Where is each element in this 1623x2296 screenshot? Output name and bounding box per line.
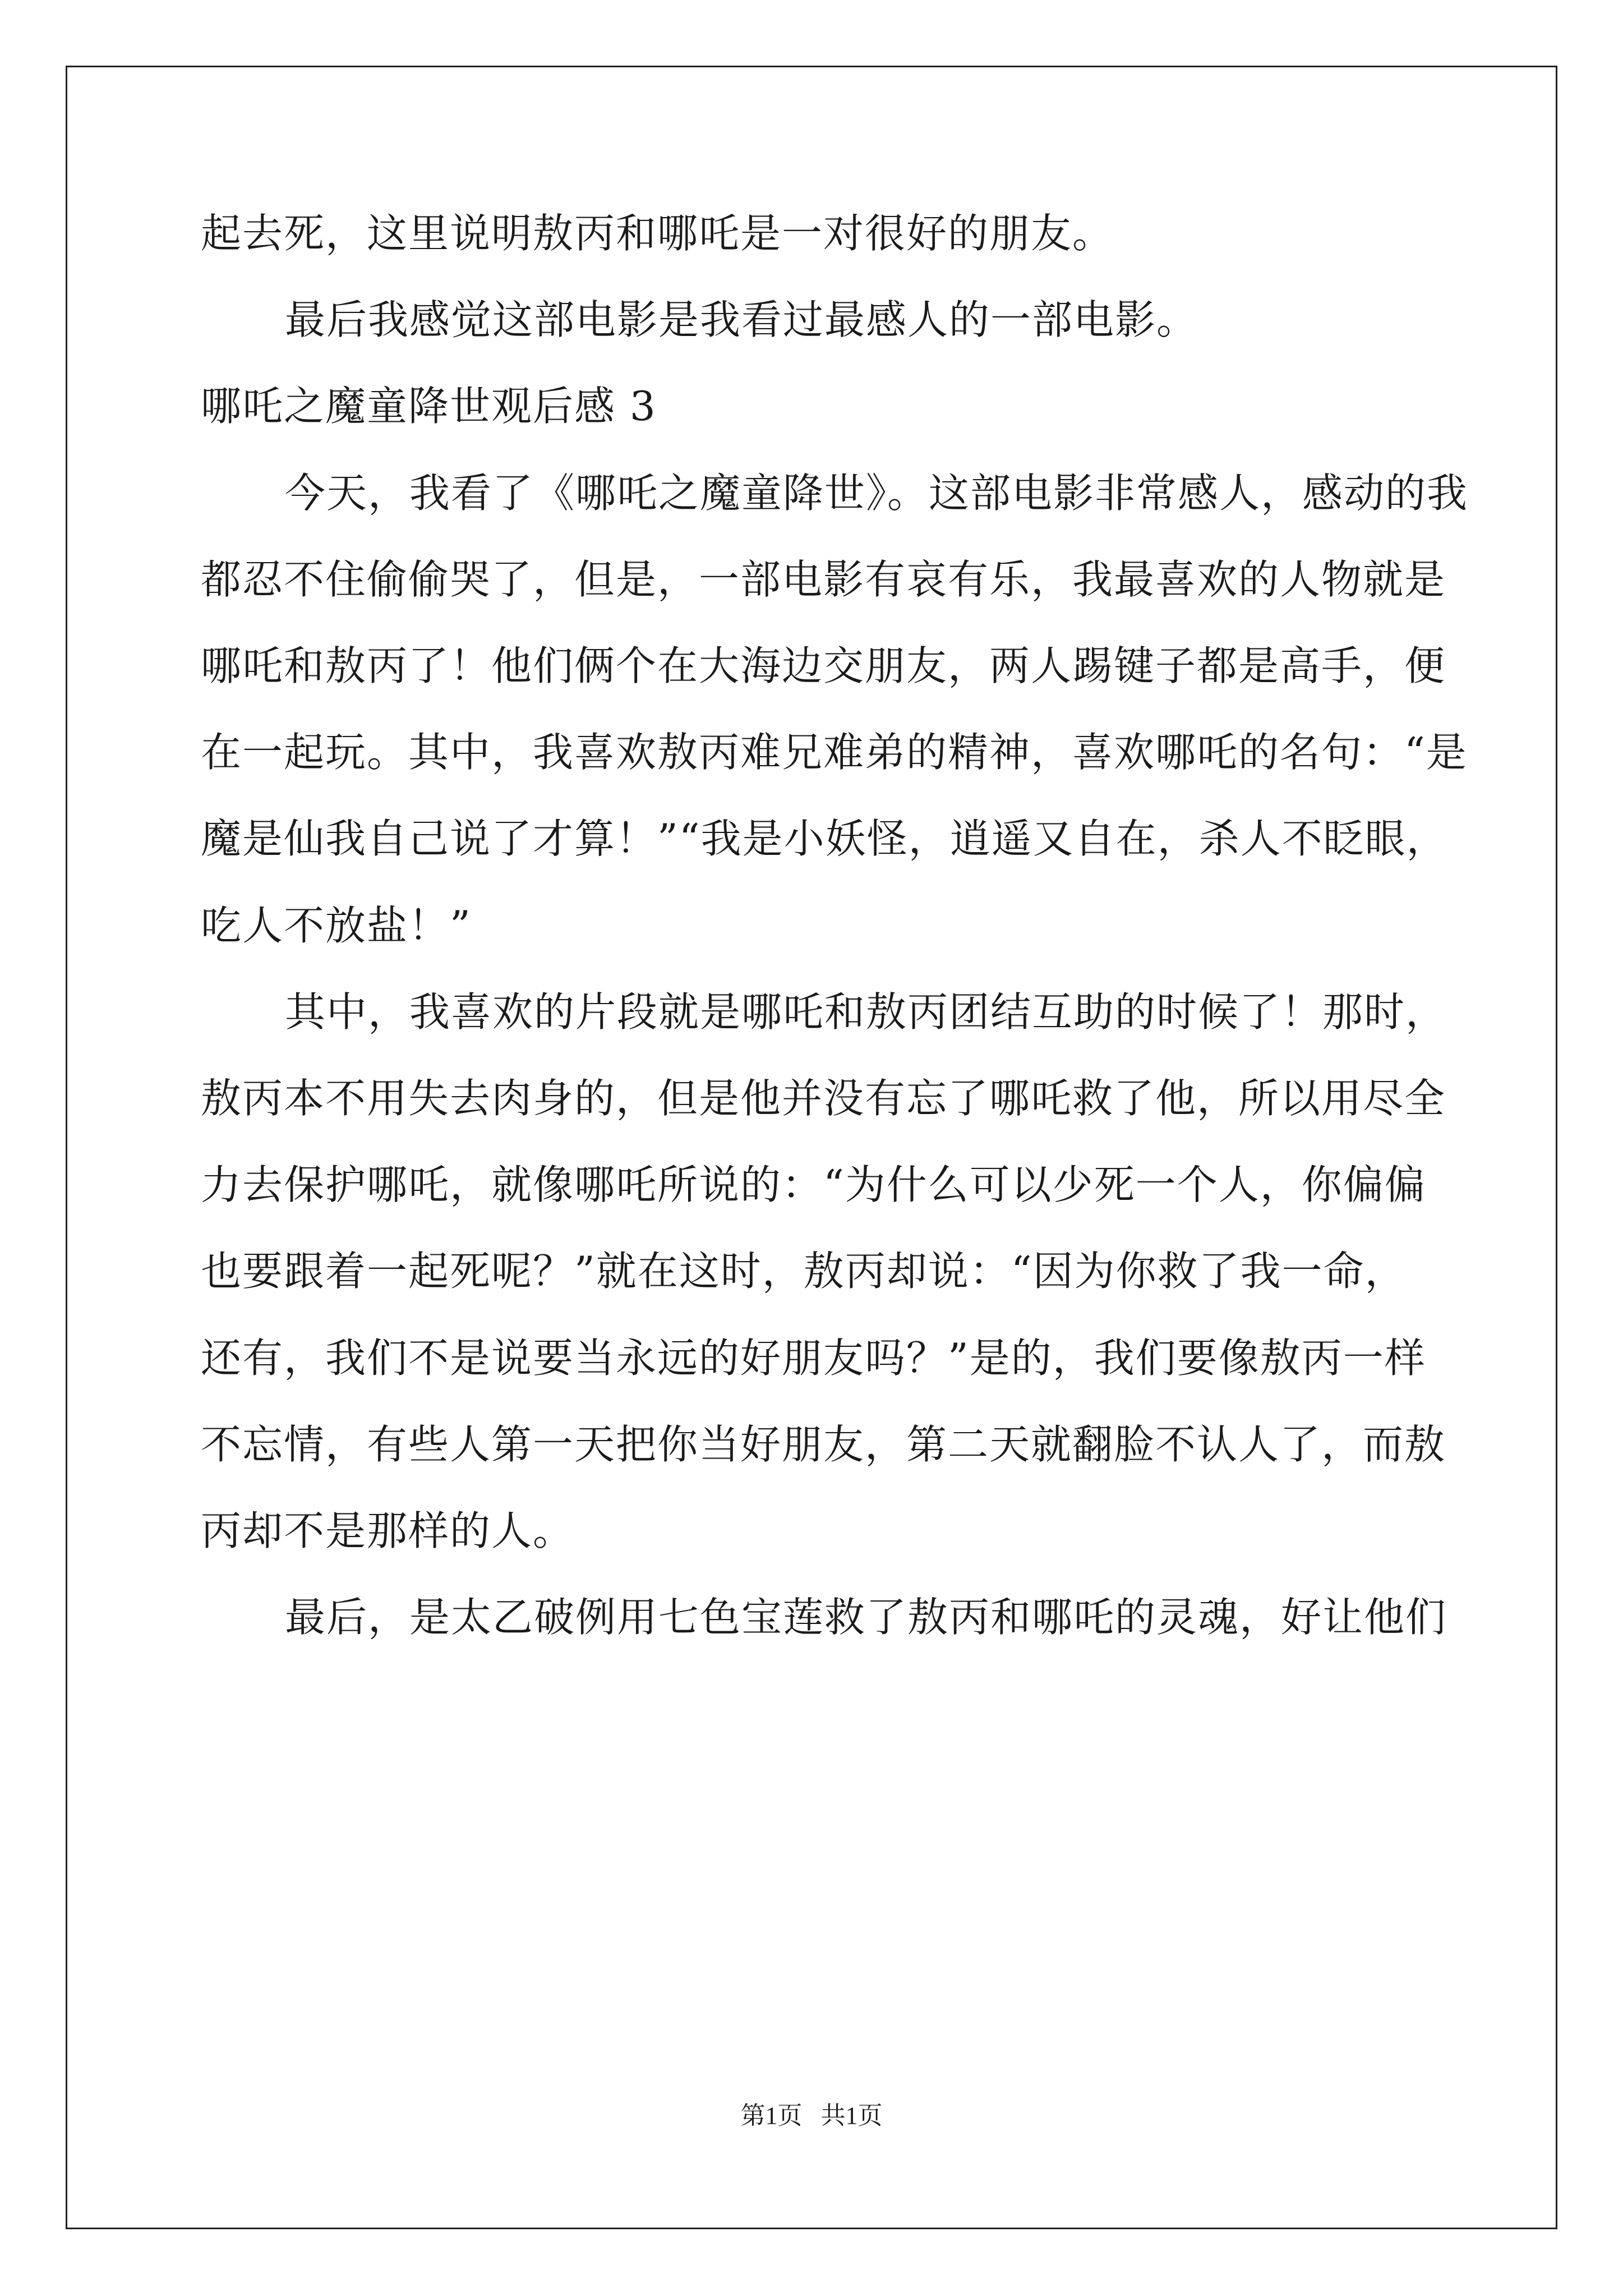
text-line: 不忘情，有些人第一天把你当好朋友，第二天就翻脸不认人了，而敖 (201, 1421, 1446, 1468)
text-line: 最后我感觉这部电影是我看过最感人的一部电影。 (285, 296, 1198, 343)
text-line: 在一起玩。其中，我喜欢敖丙难兄难弟的精神，喜欢哪吒的名句：“是 (201, 729, 1468, 776)
text-line: 丙却不是那样的人。 (201, 1507, 575, 1554)
text-line: 哪吒和敖丙了！他们俩个在大海边交朋友，两人踢键子都是高手，便 (201, 642, 1446, 689)
text-line: 敖丙本不用失去肉身的，但是他并没有忘了哪吒救了他，所以用尽全 (201, 1075, 1446, 1122)
text-line: 也要跟着一起死呢？”就在这时，敖丙却说：“因为你救了我一命， (201, 1248, 1407, 1295)
text-line: 其中，我喜欢的片段就是哪吒和敖丙团结互助的时候了！那时， (285, 988, 1447, 1036)
section-heading: 哪吒之魔童降世观后感 3 (201, 383, 657, 430)
text-line: 魔是仙我自己说了才算！”“我是小妖怪，逍遥又自在，杀人不眨眼， (201, 815, 1448, 862)
text-line: 最后，是太乙破例用七色宝莲救了敖丙和哪吒的灵魂，好让他们 (285, 1594, 1447, 1641)
text-line: 吃人不放盐！” (201, 902, 472, 949)
text-line: 还有，我们不是说要当永远的好朋友吗？”是的，我们要像敖丙一样 (201, 1335, 1426, 1382)
text-line: 起去死，这里说明敖丙和哪吒是一对很好的朋友。 (201, 210, 1114, 257)
page-footer: 第1页 共1页 (740, 2102, 883, 2129)
text-line: 力去保护哪吒，就像哪吒所说的：“为什么可以少死一个人，你偏偏 (201, 1161, 1426, 1208)
text-line: 都忍不住偷偷哭了，但是，一部电影有哀有乐，我最喜欢的人物就是 (201, 556, 1446, 603)
text-line: 今天，我看了《哪吒之魔童降世》。这部电影非常感人，感动的我 (285, 470, 1469, 517)
